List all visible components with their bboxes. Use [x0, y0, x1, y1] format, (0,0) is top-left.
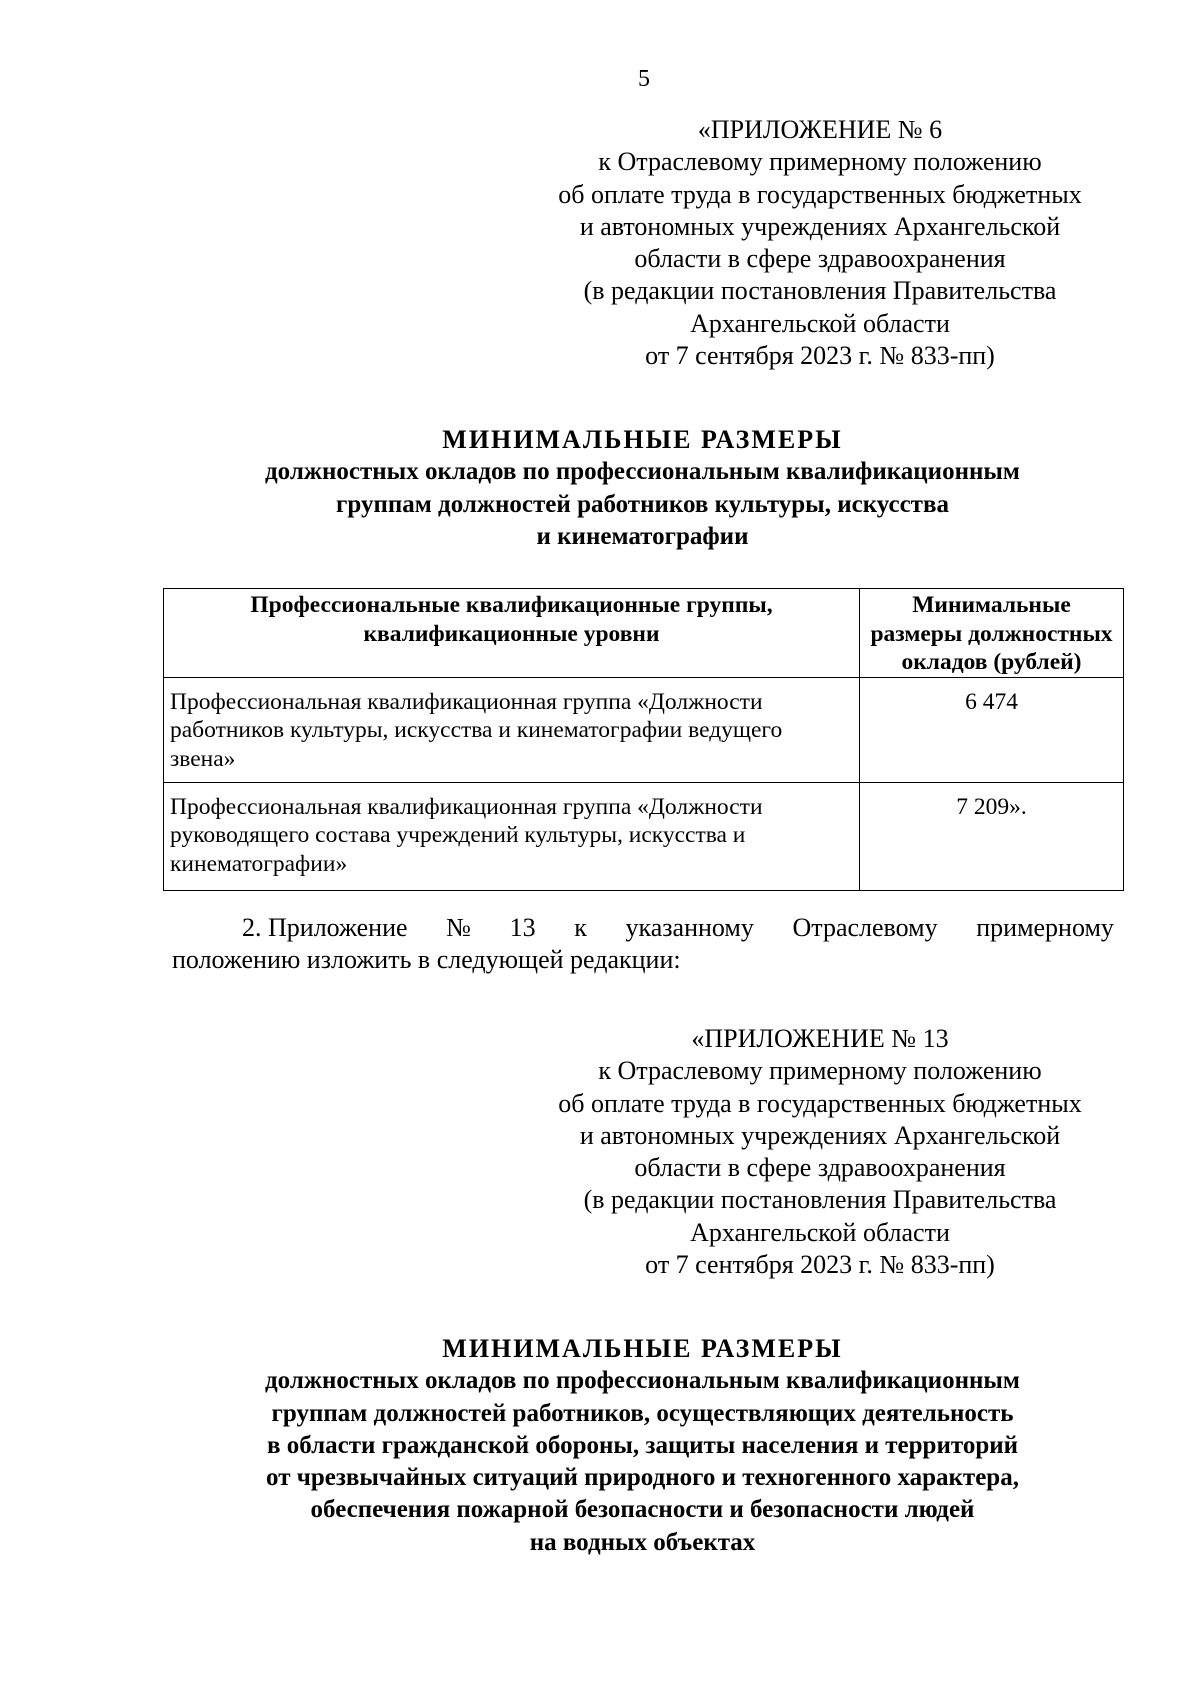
appendix-6-line: к Отраслевому примерному положению — [598, 147, 1042, 177]
salary-table — [163, 588, 1124, 891]
appendix-13-line: к Отраслевому примерному положению — [598, 1056, 1042, 1086]
appendix-6-line: и автономных учреждениях Архангельской — [579, 211, 1061, 241]
appendix-13-line: об оплате труда в государственных бюджетных — [558, 1088, 1082, 1118]
table-cell-group — [164, 677, 860, 782]
paragraph-2 — [172, 912, 1114, 976]
table-header-groups — [164, 589, 860, 678]
table-cell-group — [164, 782, 860, 890]
paragraph-word: Отраслевому — [792, 913, 938, 942]
appendix-13-line: от 7 сентября 2023 г. № 833-пп) — [645, 1250, 995, 1280]
cell-text: кинематографии» — [170, 850, 348, 877]
table-row — [164, 677, 1124, 782]
appendix-6-line: Архангельской области — [690, 308, 950, 338]
page-number: 5 — [638, 66, 650, 92]
section-2-heading — [150, 1333, 1135, 1559]
table-header-salary — [860, 589, 1124, 678]
section-2-subtitle-line: в области гражданской обороны, защиты населения и территорий — [266, 1431, 1019, 1459]
appendix-13-line: области в сфере здравоохранения — [634, 1153, 1006, 1183]
section-2-subtitle-line: на водных объектах — [529, 1528, 756, 1556]
appendix-6-line: области в сфере здравоохранения — [634, 244, 1006, 274]
table-cell-salary: 6 474 — [860, 677, 1124, 782]
header-text: Профессиональные квалификационные группы, — [250, 592, 773, 618]
appendix-6-line: от 7 сентября 2023 г. № 833-пп) — [645, 341, 995, 371]
section-2-subtitle-line: от чрезвычайных ситуаций природного и техногенного характера, — [266, 1464, 1019, 1492]
table-row — [164, 782, 1124, 890]
appendix-6-header — [520, 114, 1120, 372]
paragraph-word: 2. Приложение — [242, 913, 408, 942]
section-1-subtitle-line: и кинематографии — [536, 522, 749, 550]
section-2-subtitle-line: группам должностей работников, осуществляющих деятельность — [271, 1399, 1014, 1427]
appendix-13-line: (в редакции постановления Правительства — [583, 1185, 1057, 1215]
section-1-heading — [150, 424, 1135, 553]
header-text: Минимальные — [912, 592, 1071, 618]
appendix-13-line: Архангельской области — [690, 1217, 950, 1247]
appendix-13-line: и автономных учреждениях Архангельской — [579, 1120, 1061, 1150]
appendix-6-line: «ПРИЛОЖЕНИЕ № 6 — [697, 115, 943, 144]
table-cell-salary: 7 209». — [860, 782, 1124, 890]
appendix-13-header — [520, 1023, 1120, 1281]
appendix-6-line: (в редакции постановления Правительства — [583, 276, 1057, 306]
paragraph-word: примерному — [976, 913, 1114, 942]
section-1-subtitle-line: должностных окладов по профессиональным квалификационным — [265, 458, 1020, 486]
paragraph-word: указанному — [625, 913, 754, 942]
cell-text: Профессиональная квалификационная группа «Должности — [170, 793, 763, 820]
header-text: размеры должностных — [870, 620, 1113, 647]
cell-text: Профессиональная квалификационная группа «Должности — [170, 688, 763, 715]
section-2-title: МИНИМАЛЬНЫЕ РАЗМЕРЫ — [442, 1334, 843, 1363]
section-2-subtitle-line: должностных окладов по профессиональным квалификационным — [265, 1367, 1020, 1395]
cell-text: руководящего состава учреждений культуры, искусства и — [170, 822, 746, 848]
paragraph-word: № — [446, 913, 471, 942]
section-2-subtitle-line: обеспечения пожарной безопасности и безопасности людей — [310, 1496, 975, 1524]
paragraph-first-line — [172, 912, 1114, 944]
paragraph-word: к — [574, 913, 587, 942]
header-text: квалификационные уровни — [363, 620, 660, 647]
appendix-13-line: «ПРИЛОЖЕНИЕ № 13 — [691, 1024, 949, 1053]
appendix-6-line: об оплате труда в государственных бюджетных — [558, 179, 1082, 209]
table-header-row — [164, 589, 1124, 678]
section-1-title: МИНИМАЛЬНЫЕ РАЗМЕРЫ — [442, 425, 843, 454]
cell-text: работников культуры, искусства и кинематографии ведущего — [170, 717, 783, 743]
header-text: окладов (рублей) — [901, 649, 1082, 675]
section-1-subtitle-line: группам должностей работников культуры, искусства — [336, 490, 949, 518]
paragraph-word: 13 — [509, 913, 536, 942]
cell-text: звена» — [170, 745, 236, 772]
paragraph-second-line: положению изложить в следующей редакции: — [172, 945, 681, 974]
